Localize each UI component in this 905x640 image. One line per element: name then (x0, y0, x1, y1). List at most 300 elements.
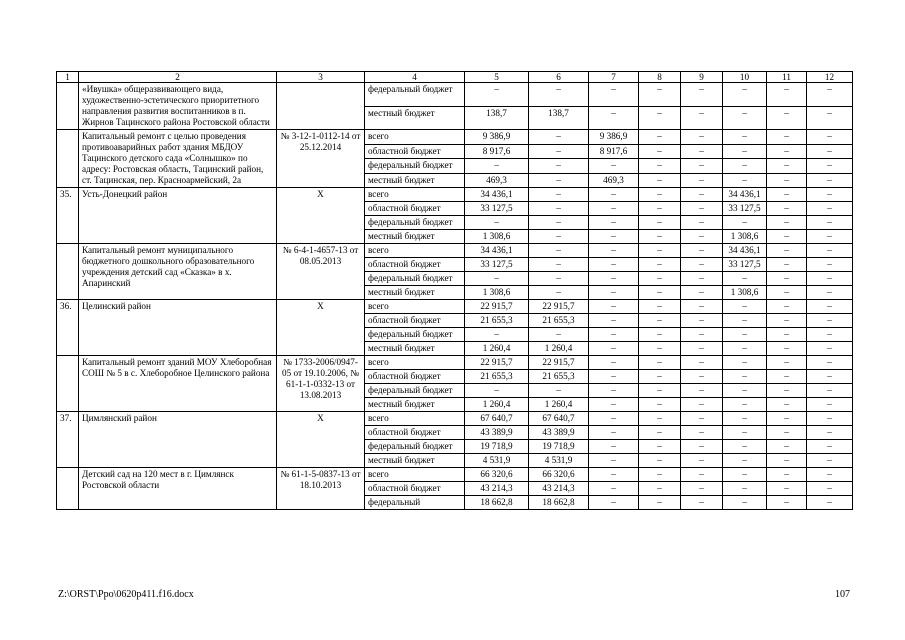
amount-cell: – (639, 159, 681, 174)
amount-cell: – (639, 482, 681, 496)
file-path: Z:\ORST\Ppo\0620p411.f16.docx (58, 589, 194, 600)
column-number: 5 (465, 72, 529, 83)
amount-cell: – (807, 83, 853, 107)
amount-cell: – (767, 258, 807, 272)
amount-cell: – (723, 314, 767, 328)
amount-cell: 34 436,1 (723, 188, 767, 202)
amount-cell: 21 655,3 (529, 370, 589, 384)
document-number: № 6-4-1-4657-13 от 08.05.2013 (277, 244, 365, 300)
funding-source: федеральный бюджет (365, 216, 465, 230)
amount-cell: 8 917,6 (465, 144, 529, 159)
document-number: № 3-12-1-0112-14 от 25.12.2014 (277, 130, 365, 188)
amount-cell: 1 260,4 (529, 342, 589, 356)
amount-cell: – (529, 173, 589, 188)
table-row (57, 468, 853, 482)
amount-cell: – (681, 106, 723, 130)
amount-cell: – (639, 426, 681, 440)
amount-cell: – (767, 272, 807, 286)
funding-source: местный бюджет (365, 173, 465, 188)
row-number (57, 130, 79, 188)
amount-cell: 1 308,6 (465, 230, 529, 244)
row-number (57, 356, 79, 412)
amount-cell: – (589, 412, 639, 426)
amount-cell: 22 915,7 (529, 356, 589, 370)
column-number: 2 (79, 72, 277, 83)
amount-cell: 43 214,3 (465, 482, 529, 496)
funding-source: местный бюджет (365, 286, 465, 300)
amount-cell: – (529, 159, 589, 174)
amount-cell: – (681, 258, 723, 272)
funding-source: всего (365, 130, 465, 145)
amount-cell: – (723, 216, 767, 230)
amount-cell: – (639, 188, 681, 202)
column-number: 12 (807, 72, 853, 83)
amount-cell: – (807, 106, 853, 130)
table-row (57, 188, 853, 202)
funding-source: всего (365, 300, 465, 314)
amount-cell: – (681, 216, 723, 230)
amount-cell: – (681, 496, 723, 510)
amount-cell: – (529, 144, 589, 159)
amount-cell: 67 640,7 (465, 412, 529, 426)
funding-source: федеральный бюджет (365, 328, 465, 342)
amount-cell: – (639, 398, 681, 412)
amount-cell: – (767, 370, 807, 384)
object-name: Детский сад на 120 мест в г. Цимлянск Ростовской области (79, 468, 277, 510)
amount-cell: – (723, 173, 767, 188)
amount-cell: – (589, 454, 639, 468)
amount-cell: – (639, 496, 681, 510)
amount-cell: – (767, 482, 807, 496)
funding-source: федеральный бюджет (365, 272, 465, 286)
amount-cell: – (723, 496, 767, 510)
amount-cell: – (807, 216, 853, 230)
amount-cell: – (767, 426, 807, 440)
amount-cell: – (639, 300, 681, 314)
amount-cell: – (807, 328, 853, 342)
amount-cell: – (639, 412, 681, 426)
table-row (57, 244, 853, 258)
amount-cell: – (723, 482, 767, 496)
amount-cell: – (807, 230, 853, 244)
amount-cell: 33 127,5 (723, 258, 767, 272)
amount-cell: – (807, 202, 853, 216)
amount-cell: – (639, 230, 681, 244)
amount-cell: – (807, 454, 853, 468)
amount-cell: – (529, 272, 589, 286)
amount-cell: – (767, 244, 807, 258)
amount-cell: 34 436,1 (723, 244, 767, 258)
amount-cell: – (465, 159, 529, 174)
row-number: 36. (57, 300, 79, 356)
amount-cell: – (589, 482, 639, 496)
amount-cell: – (807, 188, 853, 202)
amount-cell: – (723, 370, 767, 384)
amount-cell: – (681, 83, 723, 107)
amount-cell: 1 308,6 (723, 230, 767, 244)
page-number: 107 (835, 589, 850, 600)
amount-cell: 33 127,5 (465, 258, 529, 272)
funding-source: всего (365, 244, 465, 258)
funding-source: местный бюджет (365, 398, 465, 412)
amount-cell: – (767, 300, 807, 314)
amount-cell: – (639, 216, 681, 230)
amount-cell: – (807, 244, 853, 258)
object-name: «Ивушка» общеразвивающего вида, художественно-эстетического приоритетного направления развития воспитанников в п. Жирнов Тацинского района Ростовской области (79, 83, 277, 130)
amount-cell: 33 127,5 (723, 202, 767, 216)
amount-cell: – (807, 426, 853, 440)
amount-cell: – (723, 272, 767, 286)
amount-cell: – (529, 230, 589, 244)
amount-cell: 1 308,6 (465, 286, 529, 300)
funding-source: областной бюджет (365, 202, 465, 216)
amount-cell: – (639, 144, 681, 159)
funding-source: всего (365, 356, 465, 370)
table-row (57, 412, 853, 426)
amount-cell: – (589, 106, 639, 130)
funding-source: федеральный бюджет (365, 83, 465, 107)
amount-cell: 138,7 (465, 106, 529, 130)
amount-cell: – (681, 384, 723, 398)
amount-cell: – (767, 188, 807, 202)
amount-cell: – (681, 244, 723, 258)
amount-cell: – (589, 159, 639, 174)
amount-cell: – (681, 482, 723, 496)
amount-cell: – (529, 202, 589, 216)
table-row (57, 356, 853, 370)
amount-cell: – (465, 272, 529, 286)
amount-cell: 22 915,7 (465, 356, 529, 370)
amount-cell: – (639, 173, 681, 188)
amount-cell: 43 389,9 (465, 426, 529, 440)
amount-cell: – (639, 258, 681, 272)
amount-cell: 4 531,9 (529, 454, 589, 468)
amount-cell: – (807, 342, 853, 356)
funding-source: местный бюджет (365, 342, 465, 356)
funding-source: областной бюджет (365, 258, 465, 272)
amount-cell: – (767, 328, 807, 342)
amount-cell: – (767, 286, 807, 300)
amount-cell: – (529, 130, 589, 145)
amount-cell: – (681, 328, 723, 342)
amount-cell: – (807, 482, 853, 496)
amount-cell: – (529, 328, 589, 342)
amount-cell: – (723, 83, 767, 107)
amount-cell: 33 127,5 (465, 202, 529, 216)
amount-cell: – (807, 300, 853, 314)
column-number: 3 (277, 72, 365, 83)
amount-cell: – (767, 106, 807, 130)
amount-cell: – (681, 202, 723, 216)
table-body (57, 83, 853, 510)
amount-cell: – (681, 412, 723, 426)
amount-cell: – (807, 440, 853, 454)
amount-cell: – (465, 384, 529, 398)
row-number: 35. (57, 188, 79, 244)
column-number: 11 (767, 72, 807, 83)
amount-cell: – (589, 314, 639, 328)
amount-cell: – (681, 440, 723, 454)
amount-cell: – (589, 216, 639, 230)
amount-cell: – (465, 216, 529, 230)
amount-cell: – (681, 159, 723, 174)
funding-source: областной бюджет (365, 482, 465, 496)
amount-cell: – (589, 496, 639, 510)
amount-cell: 1 260,4 (465, 398, 529, 412)
amount-cell: – (639, 272, 681, 286)
document-number (277, 83, 365, 130)
amount-cell: – (723, 106, 767, 130)
amount-cell: 66 320,6 (465, 468, 529, 482)
row-number (57, 244, 79, 300)
amount-cell: – (639, 468, 681, 482)
amount-cell: – (767, 454, 807, 468)
amount-cell: 34 436,1 (465, 188, 529, 202)
row-number (57, 468, 79, 510)
amount-cell: 8 917,6 (589, 144, 639, 159)
object-name: Целинский район (79, 300, 277, 356)
amount-cell: – (723, 454, 767, 468)
amount-cell: – (465, 83, 529, 107)
funding-source: федеральный (365, 496, 465, 510)
amount-cell: – (529, 188, 589, 202)
amount-cell: – (723, 426, 767, 440)
amount-cell: 34 436,1 (465, 244, 529, 258)
row-number: 37. (57, 412, 79, 468)
column-number: 4 (365, 72, 465, 83)
amount-cell: 1 308,6 (723, 286, 767, 300)
column-number: 7 (589, 72, 639, 83)
funding-source: федеральный бюджет (365, 384, 465, 398)
amount-cell: – (723, 356, 767, 370)
amount-cell: – (807, 496, 853, 510)
amount-cell: – (529, 83, 589, 107)
amount-cell: – (589, 342, 639, 356)
amount-cell: – (767, 173, 807, 188)
amount-cell: – (639, 440, 681, 454)
amount-cell: 19 718,9 (529, 440, 589, 454)
amount-cell: – (767, 398, 807, 412)
amount-cell: – (681, 300, 723, 314)
amount-cell: – (807, 468, 853, 482)
amount-cell: – (681, 454, 723, 468)
amount-cell: – (767, 356, 807, 370)
amount-cell: – (807, 370, 853, 384)
funding-source: областной бюджет (365, 370, 465, 384)
column-number: 9 (681, 72, 723, 83)
object-name: Капитальный ремонт муниципального бюджетного дошкольного образовательного учреждения детский сад «Сказка» в х. Апаринский (79, 244, 277, 300)
amount-cell: – (681, 342, 723, 356)
column-number: 1 (57, 72, 79, 83)
document-number: № 61-1-5-0837-13 от 18.10.2013 (277, 468, 365, 510)
amount-cell: – (767, 412, 807, 426)
amount-cell: – (589, 328, 639, 342)
amount-cell: – (681, 272, 723, 286)
amount-cell: – (639, 328, 681, 342)
amount-cell: – (681, 426, 723, 440)
amount-cell: – (529, 258, 589, 272)
amount-cell: – (529, 244, 589, 258)
amount-cell: – (639, 454, 681, 468)
amount-cell: – (807, 272, 853, 286)
amount-cell: – (589, 356, 639, 370)
amount-cell: – (767, 202, 807, 216)
amount-cell: – (529, 216, 589, 230)
row-number (57, 83, 79, 130)
amount-cell: – (681, 314, 723, 328)
amount-cell: 9 386,9 (465, 130, 529, 145)
object-name: Цимлянский район (79, 412, 277, 468)
amount-cell: – (723, 468, 767, 482)
amount-cell: – (589, 384, 639, 398)
amount-cell: – (767, 496, 807, 510)
column-number: 6 (529, 72, 589, 83)
amount-cell: 21 655,3 (465, 314, 529, 328)
amount-cell: – (681, 188, 723, 202)
table-row (57, 130, 853, 145)
amount-cell: – (723, 440, 767, 454)
funding-source: местный бюджет (365, 230, 465, 244)
funding-source: местный бюджет (365, 454, 465, 468)
document-number: Х (277, 412, 365, 468)
amount-cell: – (807, 173, 853, 188)
amount-cell: – (807, 314, 853, 328)
amount-cell: – (639, 244, 681, 258)
amount-cell: – (807, 398, 853, 412)
amount-cell: – (767, 342, 807, 356)
amount-cell: – (723, 130, 767, 145)
amount-cell: – (681, 398, 723, 412)
funding-source: всего (365, 412, 465, 426)
funding-source: федеральный бюджет (365, 159, 465, 174)
amount-cell: – (807, 384, 853, 398)
amount-cell: 22 915,7 (465, 300, 529, 314)
amount-cell: – (639, 314, 681, 328)
amount-cell: 18 662,8 (529, 496, 589, 510)
amount-cell: 43 214,3 (529, 482, 589, 496)
object-name: Капитальный ремонт зданий МОУ Хлеборобная СОШ № 5 в с. Хлеборобное Целинского района (79, 356, 277, 412)
amount-cell: – (589, 398, 639, 412)
amount-cell: 22 915,7 (529, 300, 589, 314)
object-name: Капитальный ремонт с целью проведения противоаварийных работ здания МБДОУ Тацинского детского сада «Солнышко» по адресу: Ростовская область, Тацинский район, ст. Тацинская, пер. Красноармейский, 2а (79, 130, 277, 188)
amount-cell: – (639, 370, 681, 384)
amount-cell: – (639, 83, 681, 107)
amount-cell: – (723, 398, 767, 412)
amount-cell: – (767, 468, 807, 482)
amount-cell: 21 655,3 (465, 370, 529, 384)
amount-cell: – (589, 272, 639, 286)
amount-cell: – (807, 356, 853, 370)
amount-cell: 1 260,4 (465, 342, 529, 356)
amount-cell: 138,7 (529, 106, 589, 130)
amount-cell: – (681, 230, 723, 244)
column-number: 8 (639, 72, 681, 83)
amount-cell: 18 662,8 (465, 496, 529, 510)
amount-cell: – (681, 370, 723, 384)
amount-cell: – (589, 83, 639, 107)
funding-source: федеральный бюджет (365, 440, 465, 454)
amount-cell: – (589, 244, 639, 258)
amount-cell: – (681, 173, 723, 188)
amount-cell: – (681, 130, 723, 145)
amount-cell: – (767, 159, 807, 174)
amount-cell: – (589, 426, 639, 440)
amount-cell: – (767, 144, 807, 159)
amount-cell: – (767, 230, 807, 244)
amount-cell: – (589, 202, 639, 216)
amount-cell: – (807, 130, 853, 145)
amount-cell: 4 531,9 (465, 454, 529, 468)
document-number: Х (277, 188, 365, 244)
column-number-row (57, 72, 853, 83)
amount-cell: – (639, 106, 681, 130)
amount-cell: – (589, 258, 639, 272)
amount-cell: – (639, 286, 681, 300)
funding-source: местный бюджет (365, 106, 465, 130)
amount-cell: 1 260,4 (529, 398, 589, 412)
amount-cell: – (529, 384, 589, 398)
amount-cell: 469,3 (465, 173, 529, 188)
amount-cell: – (529, 286, 589, 300)
amount-cell: – (723, 384, 767, 398)
table-row (57, 83, 853, 107)
amount-cell: – (639, 384, 681, 398)
amount-cell: 469,3 (589, 173, 639, 188)
amount-cell: – (639, 202, 681, 216)
amount-cell: 9 386,9 (589, 130, 639, 145)
amount-cell: 19 718,9 (465, 440, 529, 454)
amount-cell: – (723, 144, 767, 159)
amount-cell: – (639, 342, 681, 356)
column-number: 10 (723, 72, 767, 83)
amount-cell: – (465, 328, 529, 342)
amount-cell: – (681, 144, 723, 159)
budget-table (56, 71, 853, 510)
document-number: № 1733-2006/0947-05 от 19.10.2006, № 61-1-1-0332-13 от 13.08.2013 (277, 356, 365, 412)
amount-cell: – (723, 328, 767, 342)
amount-cell: – (767, 130, 807, 145)
amount-cell: 66 320,6 (529, 468, 589, 482)
funding-source: областной бюджет (365, 314, 465, 328)
amount-cell: – (807, 412, 853, 426)
amount-cell: – (767, 216, 807, 230)
funding-source: областной бюджет (365, 426, 465, 440)
amount-cell: – (723, 342, 767, 356)
amount-cell: – (589, 286, 639, 300)
amount-cell: – (589, 300, 639, 314)
amount-cell: 67 640,7 (529, 412, 589, 426)
amount-cell: 21 655,3 (529, 314, 589, 328)
amount-cell: – (589, 188, 639, 202)
amount-cell: – (767, 384, 807, 398)
table-row (57, 300, 853, 314)
amount-cell: – (767, 314, 807, 328)
amount-cell: – (639, 130, 681, 145)
amount-cell: – (807, 258, 853, 272)
amount-cell: – (681, 286, 723, 300)
amount-cell: – (723, 412, 767, 426)
amount-cell: – (807, 286, 853, 300)
document-number: Х (277, 300, 365, 356)
amount-cell: – (589, 468, 639, 482)
amount-cell: – (589, 440, 639, 454)
funding-source: всего (365, 468, 465, 482)
amount-cell: – (681, 468, 723, 482)
funding-source: областной бюджет (365, 144, 465, 159)
amount-cell: – (807, 159, 853, 174)
amount-cell: – (681, 356, 723, 370)
amount-cell: – (723, 159, 767, 174)
